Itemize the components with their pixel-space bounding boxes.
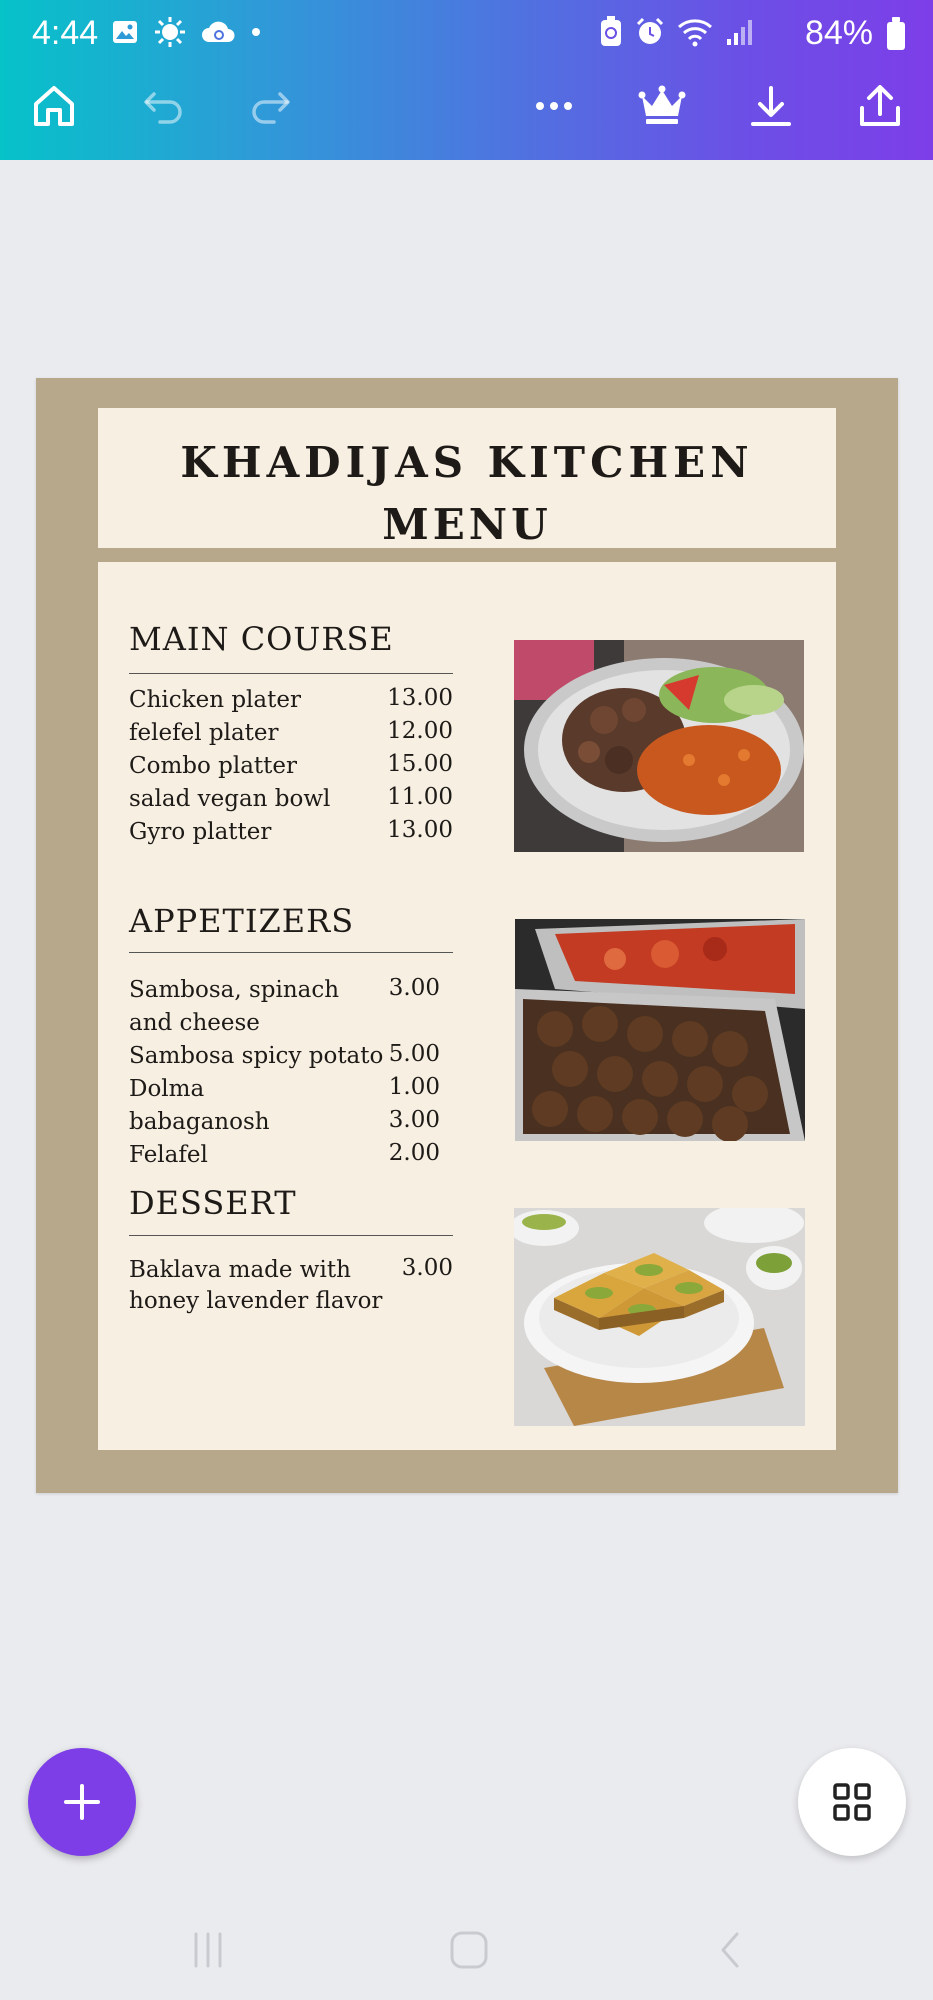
home-nav-button[interactable]: [439, 1920, 499, 1980]
section-divider: [129, 952, 453, 953]
menu-subtitle: MENU: [382, 500, 552, 549]
falafel-trays-image: [515, 919, 805, 1141]
status-system-icons: [599, 16, 753, 48]
menu-item-name: Sambosa, spinach: [129, 977, 340, 1003]
section-title-main-course: MAIN COURSE: [129, 620, 394, 658]
plus-icon: [60, 1780, 104, 1824]
recycle-battery-icon: [599, 16, 623, 48]
share-button[interactable]: [850, 76, 910, 136]
menu-item-name: Chicken plater: [129, 687, 301, 713]
menu-item-price: 3.00: [388, 1107, 440, 1133]
gallery-icon: [110, 17, 140, 47]
menu-title-box[interactable]: [98, 408, 836, 548]
home-button[interactable]: [24, 76, 84, 136]
menu-item-name: honey lavender flavor: [129, 1288, 383, 1314]
menu-item-name: Felafel: [129, 1142, 208, 1168]
status-notification-icons: [110, 16, 262, 48]
menu-item-name: babaganosh: [129, 1109, 270, 1135]
design-page[interactable]: [36, 378, 898, 1493]
menu-item-name: salad vegan bowl: [129, 786, 331, 812]
wifi-icon: [677, 17, 713, 47]
redo-button[interactable]: [240, 76, 300, 136]
cloud-sync-icon: [200, 17, 236, 47]
redo-icon: [246, 82, 294, 130]
recent-apps-button[interactable]: [178, 1920, 238, 1980]
menu-title: KHADIJAS KITCHEN: [180, 438, 754, 487]
system-navigation-bar: [0, 1900, 933, 2000]
add-element-button[interactable]: [28, 1748, 136, 1856]
share-icon: [856, 82, 904, 130]
menu-item-price: 3.00: [401, 1255, 453, 1281]
menu-item-name: Dolma: [129, 1076, 205, 1102]
download-icon: [747, 82, 795, 130]
status-time: 4:44: [32, 14, 99, 52]
undo-button[interactable]: [134, 76, 194, 136]
grid-icon: [830, 1780, 874, 1824]
download-button[interactable]: [741, 76, 801, 136]
menu-item-price: 2.00: [388, 1140, 440, 1166]
menu-item-price: 15.00: [387, 751, 453, 777]
menu-item-price: 13.00: [387, 685, 453, 711]
back-icon: [709, 1928, 753, 1972]
platter-image: [514, 640, 804, 852]
pages-grid-button[interactable]: [798, 1748, 906, 1856]
appetizers-photo[interactable]: [515, 919, 805, 1141]
main-course-photo[interactable]: [514, 640, 804, 852]
menu-item-name: Combo platter: [129, 753, 298, 779]
section-title-dessert: DESSERT: [129, 1184, 297, 1222]
alarm-icon: [635, 17, 665, 47]
menu-item-price: 1.00: [388, 1074, 440, 1100]
more-icon: [530, 82, 578, 130]
home-icon: [30, 82, 78, 130]
baklava-image: [514, 1208, 805, 1426]
menu-item-name: Gyro platter: [129, 819, 272, 845]
back-nav-button[interactable]: [701, 1920, 761, 1980]
more-options-button[interactable]: [524, 76, 584, 136]
top-app-bar: [0, 0, 933, 160]
menu-item-price: 12.00: [387, 718, 453, 744]
menu-item-name: felefel plater: [129, 720, 279, 746]
undo-icon: [140, 82, 188, 130]
menu-item-price: 3.00: [388, 975, 440, 1001]
section-divider: [129, 673, 453, 674]
menu-item-price: 13.00: [387, 817, 453, 843]
battery-percent: 84%: [804, 14, 873, 52]
signal-icon: [725, 17, 753, 47]
premium-button[interactable]: [632, 76, 692, 136]
home-nav-icon: [447, 1928, 491, 1972]
dot-icon: [250, 26, 262, 38]
menu-item-price: 5.00: [388, 1041, 440, 1067]
dessert-photo[interactable]: [514, 1208, 805, 1426]
menu-content-box[interactable]: [98, 562, 836, 1450]
menu-item-name: Sambosa spicy potato: [129, 1043, 384, 1069]
battery-icon: [887, 22, 905, 50]
menu-item-name: Baklava made with: [129, 1257, 351, 1283]
menu-item-name: and cheese: [129, 1010, 260, 1036]
recent-apps-icon: [186, 1928, 230, 1972]
brightness-icon: [154, 16, 186, 48]
section-title-appetizers: APPETIZERS: [129, 902, 355, 940]
section-divider: [129, 1235, 453, 1236]
menu-item-price: 11.00: [387, 784, 453, 810]
crown-icon: [637, 82, 687, 130]
